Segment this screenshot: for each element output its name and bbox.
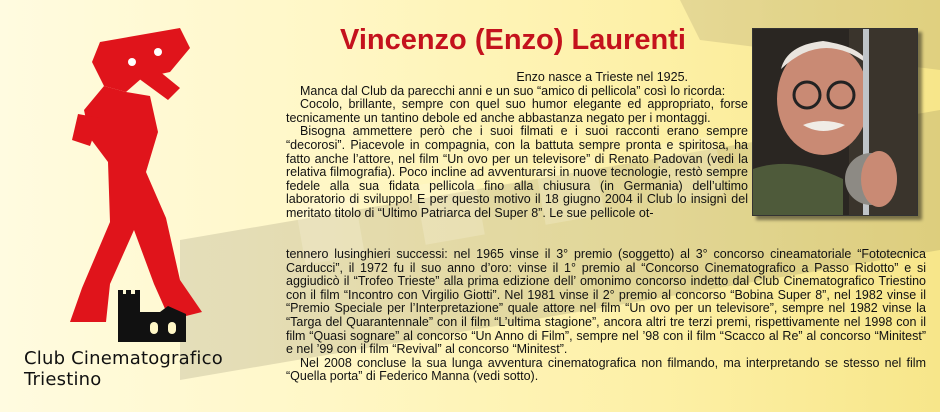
portrait-image [753, 29, 917, 215]
club-name: Club Cinematografico Triestino [24, 348, 223, 390]
bio-paragraph-4: tennero lusinghieri successi: nel 1965 vinse il 3° premio (soggetto) al 3° concorso cineamatoriale “Fototecnica Carducci”, il 1972 fu il suo anno d’oro: vinse il 1° premio al “Concorso Cinematografico a Passo Ridotto” e si aggiudicò il “Trofeo Trieste” alla prima edizione dell’ omonimo concorso indetto dal Club Cinematografico Triestino con il film “Incontro con Virgilio Giotti”. Nel 1981 vinse il 2° premio al concorso “Bobina Super 8”, nel 1982 vinse il “Premio Speciale per l’Interpretazione” quale attore nel film “Un ovo per un televisore”, sempre nel 1982 vinse la “Targa del Quarantennale” con il film “L’ultima stagione”, ancora altri tre terzi premi, rispettivamente nel 1998 con il film “Quasi sognare” al concorso “Un Anno di Film”, sempre nel ’98 con il film “Scacco al Re” al concorso “Minitest” e nel ’99 con il film “Revival” al concorso “Minitest”. [286, 247, 926, 357]
portrait-photo [752, 28, 918, 216]
bio-birth: Enzo nasce a Trieste nel 1925. [516, 70, 688, 84]
bio-paragraph-1: Manca dal Club da parecchi anni e un suo “amico di pellicola” così lo ricorda: [300, 83, 726, 98]
bio-paragraph-2: Cocolo, brillante, sempre con quel suo humor elegante ed appropriato, forse tecnicamente un tantino debole ed anche abbastanza negato per i montaggi. [286, 97, 748, 125]
biography-bottom [286, 248, 926, 384]
biography-top [286, 71, 748, 221]
bio-paragraph-3: Bisogna ammettere però che i suoi filmati e i suoi racconti erano sempre “decorosi”. Piacevole in compagnia, con la battuta sempre pronta e spiritosa, ha fatto anche l’attore, nel film “Un ovo per un televisore” di Renato Padovan (vedi la relativa filmografia). Poco incline ad avventurarsi in nuove tecnologie, restò sempre fedele alla sua fidata pellicola fino alla chiusura (in Germania) dell’ultimo laboratorio di sviluppo! E per questo motivo il 18 giugno 2004 il Club lo insignì del meritato titolo di “Ultimo Patriarca del Super 8”. Le sue pellicole ot- [286, 124, 748, 220]
bio-paragraph-5: Nel 2008 concluse la sua lunga avventura cinematografica non filmando, ma interpretando se stesso nel film “Quella porta” di Federico Manna (vedi sotto). [286, 355, 926, 384]
castle-icon [110, 290, 190, 342]
page-title: Vincenzo (Enzo) Laurenti [340, 24, 686, 56]
